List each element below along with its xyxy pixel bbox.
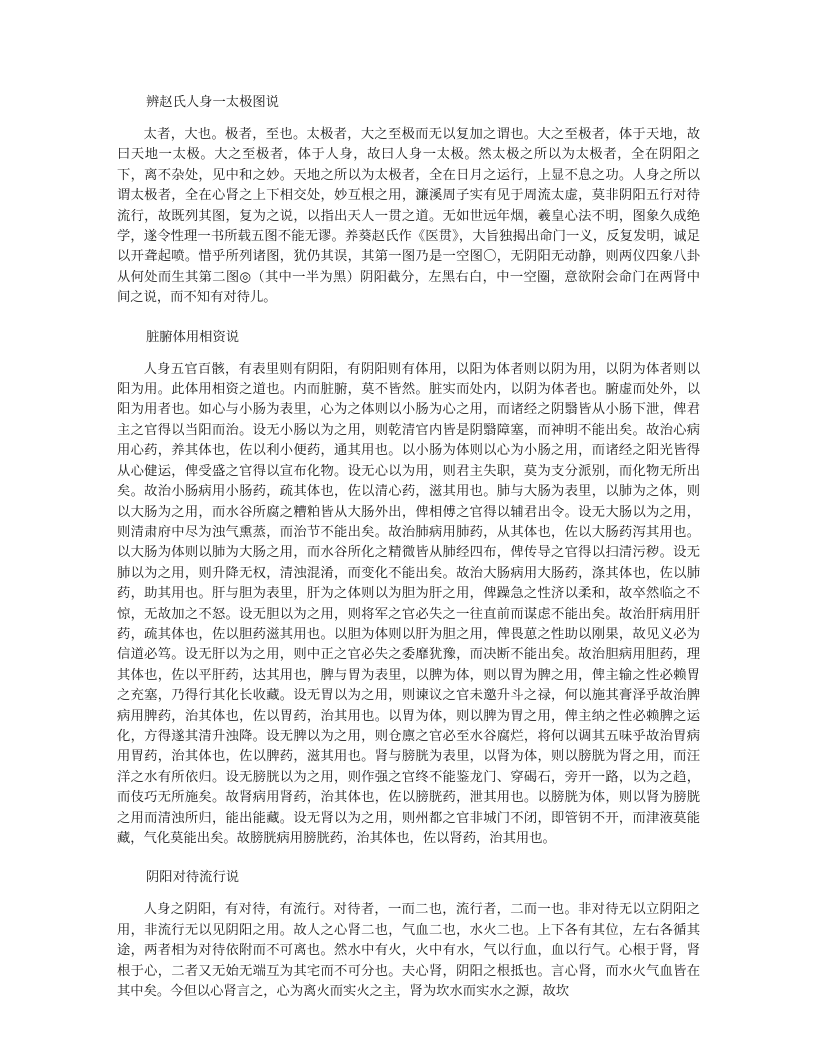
- section-gap: [117, 309, 700, 328]
- section-paragraph: 太者，大也。极者，至也。太极者，大之至极而无以复加之谓也。大之至极者，体于天地，故曰天地一太极。大之至极者，体于人身，故曰人身一太极。然太极之所以为太极者，全在阴阳之下，离不杂处，见中和之妙。天地之所以为太极者，全在日月之运行，上显不息之功。人身之所以谓太极者，全在心肾之上下相交处，妙互根之用，濂溪周子实有见于周流太虚，莫非阴阳五行对待流行，故既列其图，复为之说，以指出天人一贯之道。无如世远年烟，羲皇心法不明，图象久成绝学，遂令性理一书所载五图不能无谬。养葵赵氏作《医贯》，大旨独揭出命门一义，反复发明，诚足以开聋起喷。惜乎所列诸图，犹仍其误，其第一图乃是一空图〇，无阴阳无动静，则两仪四象八卦从何处而生其第二图◎（其中一半为黑）阴阳截分，左黑右白，中一空圈，意欲附会命门在两肾中间之说，而不知有对待儿。: [117, 127, 700, 306]
- section-paragraph: 人身五官百骸，有表里则有阴阳，有阴阳则有体用，以阳为体者则以阴为用，以阴为体者则以阳为用。此体用相资之道也。内而脏腑，莫不皆然。脏实而处内，以阴为体者也。腑虚而处外，以阳为用者也。如心与小肠为表里，心为之体则以小肠为心之用，而诸经之阴翳皆从小肠下泄，俾君主之官得以当阳而治。设无小肠以为之用，则乾清官内皆是阴翳障塞，而神明不能出矣。故治心病用心药，养其体也，佐以利小便药，通其用也。以小肠为体则以心为小肠之用，而诸经之阳光皆得从心健运，俾受盛之官得以宣布化物。设无心以为用，则君主失职，莫为支分派别，而化物无所出矣。故治小肠病用小肠药，疏其体也，佐以清心药，滋其用也。肺与大肠为表里，以肺为之体，则以大肠为之用，而水谷所腐之糟粕皆从大肠外出，俾相傅之官得以辅君出令。设无大肠以为之用，则清肃府中尽为浊气熏蒸，而治节不能出矣。故治肺病用肺药，从其体也，佐以大肠药泻其用也。以大肠为体则以肺为大肠之用，而水谷所化之精微皆从肺经四布，俾传导之官得以扫清污秽。设无肺以为之用，则升降无权，清浊混淆，而变化不能出矣。故治大肠病用大肠药，涤其体也，佐以肺药，助其用也。肝与胆为表里，肝为之体则以为胆为肝之用，俾躁急之性济以柔和，故卒然临之不惊，无故加之不怒。设无胆以为之用，则将军之官必失之一往直前而谋虑不能出矣。故治肝病用肝药，疏其体也，佐以胆药滋其用也。以胆为体则以肝为胆之用，俾畏葸之性助以刚果，故见义必为信道必笃。设无肝以为之用，则中正之官必失之委靡犹豫，而决断不能出矣。故治胆病用胆药，理其体也，佐以平肝药，达其用也，脾与胃为表里，以脾为体，则以胃为脾之用，俾主输之性必赖胃之充塞，乃得行其化长收藏。设无胃以为之用，则谏议之官未邀升斗之禄，何以施其膏泽乎故治脾病用脾药，治其体也，佐以胃药，治其用也。以胃为体，则以脾为胃之用，俾主纳之性必赖脾之运化，方得遂其清升浊降。设无脾以为之用，则仓廪之官必至水谷腐烂，将何以调其五味乎故治胃病用胃药，治其体也，佐以脾药，滋其用也。肾与膀胱为表里，以肾为体，则以膀胱为肾之用，而汪洋之水有所依归。设无膀胱以为之用，则作强之官终不能鉴龙门、穿碣石，旁开一路，以为之趋，而伎巧无所施矣。故肾病用肾药，治其体也，佐以膀胱药，泄其用也。以膀胱为体，则以肾为膀胱之用而清浊所归，能出能藏。设无肾以为之用，则州都之官非城门不闭，即管钥不开，而津液莫能藏，气化莫能出矣。故膀胱病用膀胱药，治其体也，佐以肾药，治其用也。: [117, 361, 700, 846]
- document-page: [117, 93, 700, 1002]
- section-paragraph: 人身之阴阳，有对待，有流行。对待者，一而二也，流行者，二而一也。非对待无以立阴阳之用，非流行无以见阴阳之用。故人之心肾二也，气血二也，水火二也。上下各有其位，左右各循其途，两者相为对待依附而不可离也。然水中有火，火中有水，气以行血，血以行气。心根于肾，肾根于心，二者又无始无端互为其宅而不可分也。夫心肾，阴阳之根抵也。言心肾，而水火气血皆在其中矣。今但以心肾言之，心为离火而实火之主，肾为坎水而实水之源，故坎: [117, 902, 700, 1000]
- section-title: 辨赵氏人身一太极图说: [146, 95, 279, 110]
- section-gap: [117, 849, 700, 868]
- section-title: 脏腑体用相资说: [146, 329, 240, 345]
- section-title: 阴阳对待流行说: [146, 870, 240, 886]
